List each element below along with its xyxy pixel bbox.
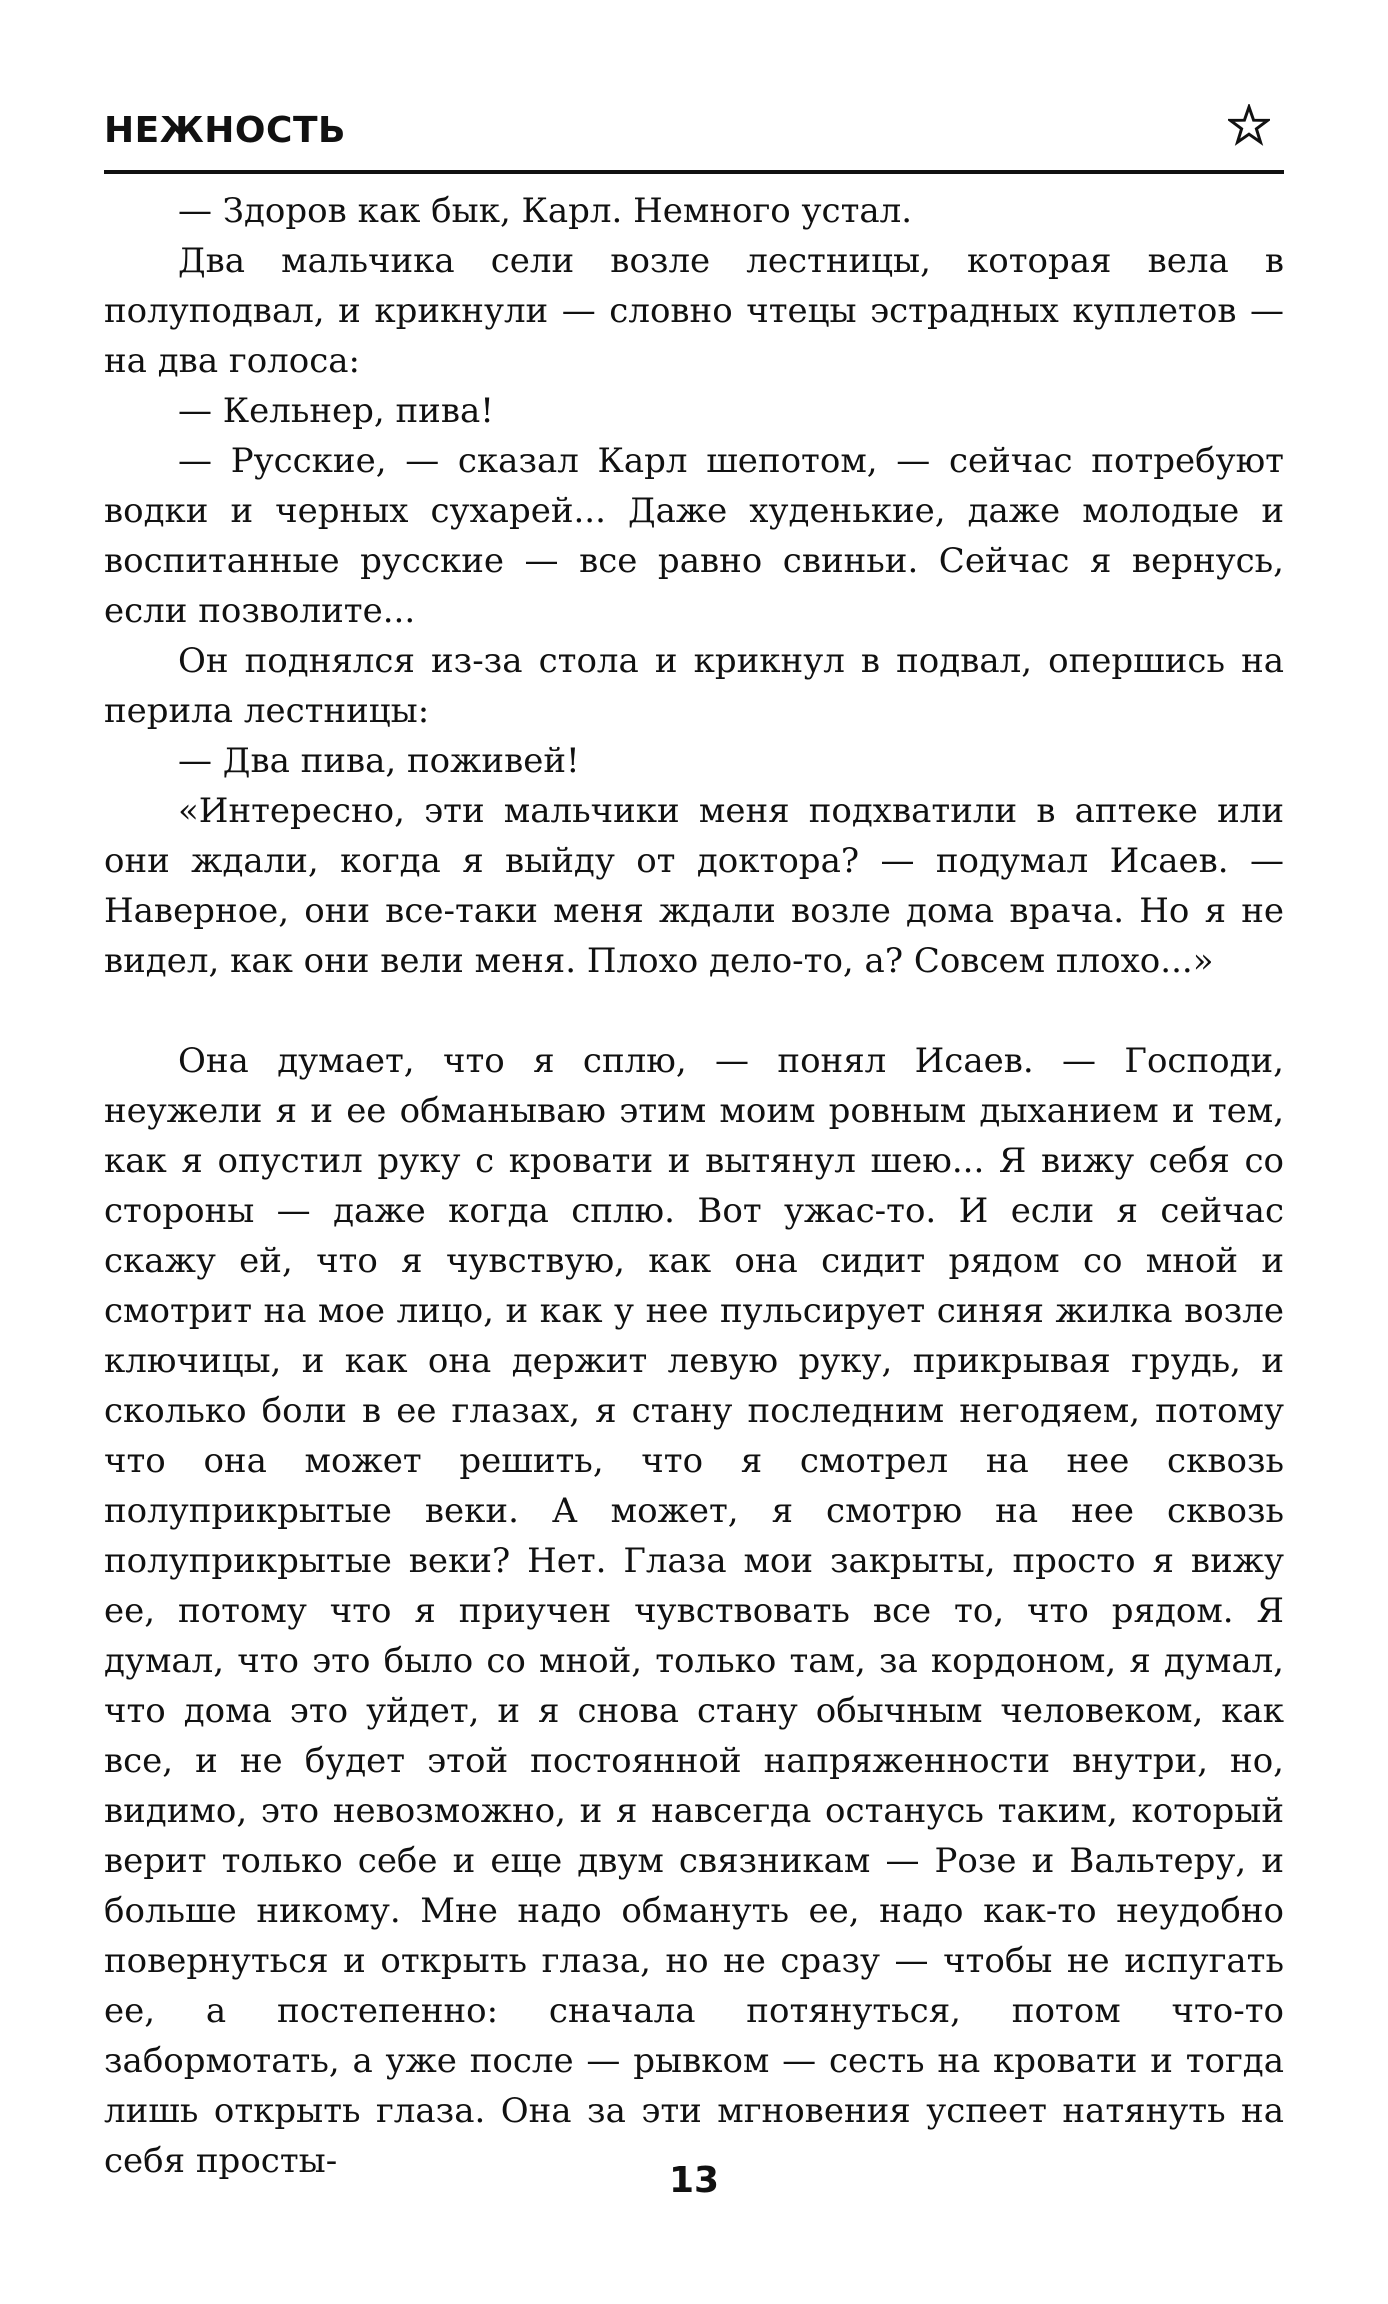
paragraph-main: Она думает, что я сплю, — понял Исаев. — Господи, неужели я и ее обманываю этим моим ровным дыханием и тем, как я опустил руку с кровати и вытянул шею... Я вижу себя со стороны — даже когда сплю. Вот ужас-то. И если я сейчас скажу ей, что я чувствую, как она сидит рядом со мной и смотрит на мое лицо, и как у нее пульсирует синяя жилка возле ключицы, и как она держит левую руку, прикрывая грудь, и сколько боли в ее глазах, я стану последним негодяем, потому что она может решить, что я смотрел на нее сквозь полуприкрытые веки. А может, я смотрю на нее сквозь полуприкрытые веки? Нет. Глаза мои закрыты, просто я вижу ее, потому что я приучен чувствовать все то, что рядом. Я думал, что это было со мной, только там, за кордоном, я думал, что дома это уйдет, и я снова стану обычным человеком, как все, и не будет этой постоянной напряженности внутри, но, видимо, это невозможно, и я навсегда останусь таким, который верит только себе и еще двум связникам — Розе и Вальтеру, и больше никому. Мне надо обмануть ее, надо как-то неудобно повернуться и открыть глаза, но не сразу — чтобы не испугать ее, а постепенно: сначала потянуться, потом что-то забормотать, а уже после — рывком — сесть на кровати и тогда лишь открыть глаза. Она за эти мгновения успеет натянуть на себя просты- bbox=[104, 1041, 1284, 2181]
paragraph-narration-1: Два мальчика сели возле лестницы, которая вела в полуподвал, и крикнули — словно чтецы эстрадных куплетов — на два голоса: bbox=[104, 241, 1284, 381]
body-text bbox=[104, 186, 1284, 2186]
page-header bbox=[104, 100, 1284, 170]
paragraph-narration-2: Он поднялся из-за стола и крикнул в подвал, опершись на перила лестницы: bbox=[104, 641, 1284, 731]
header-rule bbox=[104, 170, 1284, 174]
running-title: НЕЖНОСТЬ bbox=[104, 110, 346, 151]
paragraph-dialogue-4: — Два пива, поживей! bbox=[178, 741, 580, 781]
paragraph-inner-monologue: «Интересно, эти мальчики меня подхватили в аптеке или они ждали, когда я выйду от доктора? — подумал Исаев. — Наверное, они все-таки меня ждали возле дома врача. Но я не видел, как они вели меня. Плохо дело-то, а? Совсем плохо...» bbox=[104, 791, 1284, 981]
paragraph-dialogue-1: — Здоров как бык, Карл. Немного устал. bbox=[178, 191, 913, 231]
page-number: 13 bbox=[668, 2160, 720, 2201]
star-outline-icon bbox=[1228, 104, 1270, 146]
paragraph-dialogue-3: — Русские, — сказал Карл шепотом, — сейчас потребуют водки и черных сухарей... Даже худенькие, даже молодые и воспитанные русские — все равно свиньи. Сейчас я вернусь, если позволите... bbox=[104, 441, 1284, 631]
paragraph-dialogue-2: — Кельнер, пива! bbox=[178, 391, 494, 431]
section-break bbox=[104, 986, 1284, 1036]
